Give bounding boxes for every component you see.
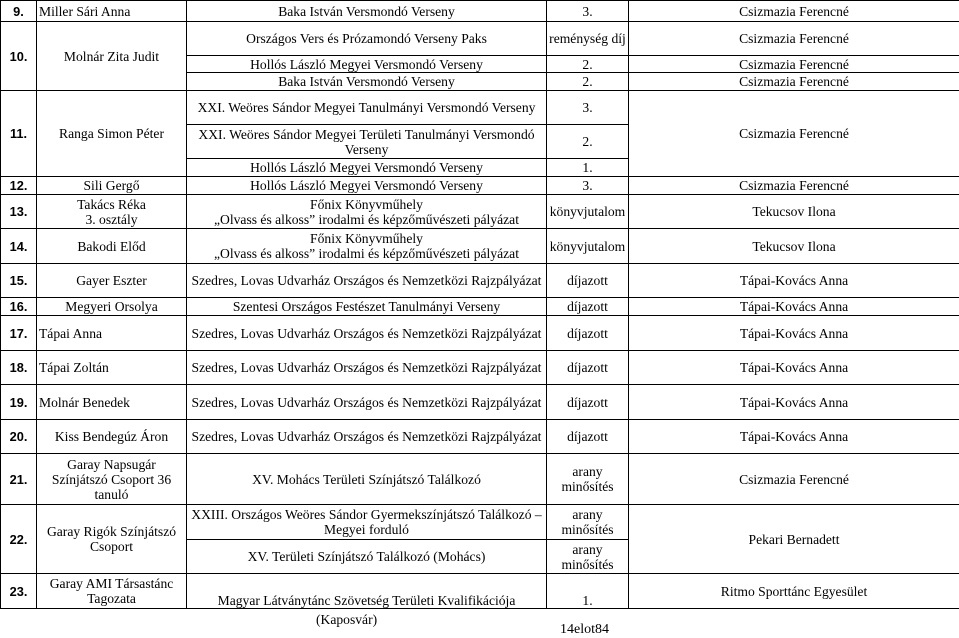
row-number: 20. [1, 420, 37, 454]
student-name: Miller Sári Anna [37, 1, 187, 22]
contest-name: Szedres, Lovas Udvarház Országos és Nemzetközi Rajzpályázat [187, 316, 547, 351]
contest-name: Szedres, Lovas Udvarház Országos és Nemzetközi Rajzpályázat [187, 420, 547, 454]
contest-name: Szentesi Országos Festészet Tanulmányi Verseny [187, 298, 547, 316]
contest-name: XXI. Weöres Sándor Megyei Területi Tanulmányi Versmondó Verseny [187, 125, 547, 159]
teacher-name: Tápai-Kovács Anna [629, 420, 959, 454]
result: reménység díj [547, 22, 629, 56]
overflow-text: (Kaposvár) [316, 612, 377, 628]
result: 3. [547, 91, 629, 125]
result: díjazott [547, 264, 629, 298]
contest-name: XV. Területi Színjátszó Találkozó (Mohács) [187, 540, 547, 574]
row-number: 12. [1, 177, 37, 195]
result: 3. [547, 1, 629, 22]
result: díjazott [547, 316, 629, 351]
table-row [1, 420, 959, 454]
result: 3. [547, 177, 629, 195]
row-number: 19. [1, 385, 37, 420]
contest-name: XXIII. Országos Weöres Sándor Gyermekszínjátszó Találkozó – Megyei forduló [187, 505, 547, 540]
result: könyvjutalom [547, 195, 629, 229]
result: díjazott [547, 298, 629, 316]
row-number: 23. [1, 574, 37, 609]
table-row [1, 1, 959, 22]
contest-name: Országos Vers és Prózamondó Verseny Paks [187, 22, 547, 56]
page-footer: 14elot84 [560, 622, 609, 638]
teacher-name: Csizmazia Ferencné [629, 177, 959, 195]
student-name: Bakodi Előd [37, 229, 187, 264]
contest-name: XV. Mohács Területi Színjátszó Találkozó [187, 454, 547, 505]
student-name: Garay Rigók Színjátszó Csoport [37, 505, 187, 574]
row-number: 15. [1, 264, 37, 298]
table-row [1, 264, 959, 298]
teacher-name: Tápai-Kovács Anna [629, 351, 959, 385]
contest-name: Hollós László Megyei Versmondó Verseny [187, 177, 547, 195]
result: 1. [547, 159, 629, 177]
student-name-line: Takács Réka [39, 197, 184, 212]
student-name: Molnár Benedek [37, 385, 187, 420]
result: díjazott [547, 420, 629, 454]
table-row [1, 316, 959, 351]
contest-title: „Olvass és alkoss” irodalmi és képzőművészeti pályázat [189, 212, 544, 227]
contest-name: Szedres, Lovas Udvarház Országos és Nemzetközi Rajzpályázat [187, 385, 547, 420]
teacher-name: Csizmazia Ferencné [629, 91, 959, 177]
result: díjazott [547, 351, 629, 385]
result: 2. [547, 125, 629, 159]
teacher-name: Tápai-Kovács Anna [629, 316, 959, 351]
student-name: Ranga Simon Péter [37, 91, 187, 177]
result: arany minősítés [547, 454, 629, 505]
result: díjazott [547, 385, 629, 420]
teacher-name: Csizmazia Ferencné [629, 22, 959, 56]
table-row [1, 195, 959, 229]
contest-name [187, 195, 547, 229]
row-number: 11. [1, 91, 37, 177]
contest-name: Magyar Látványtánc Szövetség Területi Kvalifikációja [187, 574, 547, 609]
teacher-name: Csizmazia Ferencné [629, 56, 959, 73]
teacher-name: Tekucsov Ilona [629, 229, 959, 264]
contest-name: Szedres, Lovas Udvarház Országos és Nemzetközi Rajzpályázat [187, 351, 547, 385]
teacher-name: Csizmazia Ferencné [629, 454, 959, 505]
row-number: 10. [1, 22, 37, 91]
table-row [1, 229, 959, 264]
contest-name: Baka István Versmondó Verseny [187, 73, 547, 91]
table-row [1, 298, 959, 316]
contest-name: Hollós László Megyei Versmondó Verseny [187, 159, 547, 177]
teacher-name: Tápai-Kovács Anna [629, 298, 959, 316]
contest-name: Szedres, Lovas Udvarház Országos és Nemzetközi Rajzpályázat [187, 264, 547, 298]
table-row [1, 505, 959, 540]
student-name [37, 195, 187, 229]
row-number: 18. [1, 351, 37, 385]
result: 2. [547, 73, 629, 91]
teacher-name: Csizmazia Ferencné [629, 1, 959, 22]
row-number: 21. [1, 454, 37, 505]
table-row [1, 385, 959, 420]
contest-name: XXI. Weöres Sándor Megyei Tanulmányi Versmondó Verseny [187, 91, 547, 125]
teacher-name: Pekari Bernadett [629, 505, 959, 574]
contest-name: Baka István Versmondó Verseny [187, 1, 547, 22]
result: 1. [547, 574, 629, 609]
teacher-name: Ritmo Sporttánc Egyesület [629, 574, 959, 609]
teacher-name: Tekucsov Ilona [629, 195, 959, 229]
student-name: Sili Gergő [37, 177, 187, 195]
student-name: Tápai Zoltán [37, 351, 187, 385]
row-number: 13. [1, 195, 37, 229]
row-number: 14. [1, 229, 37, 264]
table-row [1, 454, 959, 505]
row-number: 22. [1, 505, 37, 574]
student-class: 3. osztály [39, 212, 184, 227]
contest-name: Hollós László Megyei Versmondó Verseny [187, 56, 547, 73]
result: arany minősítés [547, 540, 629, 574]
row-number: 17. [1, 316, 37, 351]
teacher-name: Csizmazia Ferencné [629, 73, 959, 91]
student-name: Tápai Anna [37, 316, 187, 351]
contest-title: „Olvass és alkoss” irodalmi és képzőművészeti pályázat [189, 246, 544, 261]
table-row [1, 351, 959, 385]
teacher-name: Tápai-Kovács Anna [629, 385, 959, 420]
student-name: Molnár Zita Judit [37, 22, 187, 91]
student-name: Kiss Bendegúz Áron [37, 420, 187, 454]
teacher-name: Tápai-Kovács Anna [629, 264, 959, 298]
table-row [1, 177, 959, 195]
organizer: Főnix Könyvműhely [189, 231, 544, 246]
row-number: 16. [1, 298, 37, 316]
organizer: Főnix Könyvműhely [189, 197, 544, 212]
table-row [1, 22, 959, 56]
row-number: 9. [1, 1, 37, 22]
table-row [1, 91, 959, 125]
contest-name [187, 229, 547, 264]
student-name: Gayer Eszter [37, 264, 187, 298]
table-row [1, 574, 959, 609]
student-name: Megyeri Orsolya [37, 298, 187, 316]
student-name: Garay Napsugár Színjátszó Csoport 36 tanuló [37, 454, 187, 505]
result: arany minősítés [547, 505, 629, 540]
result: könyvjutalom [547, 229, 629, 264]
result: 2. [547, 56, 629, 73]
student-name: Garay AMI Társastánc Tagozata [37, 574, 187, 609]
